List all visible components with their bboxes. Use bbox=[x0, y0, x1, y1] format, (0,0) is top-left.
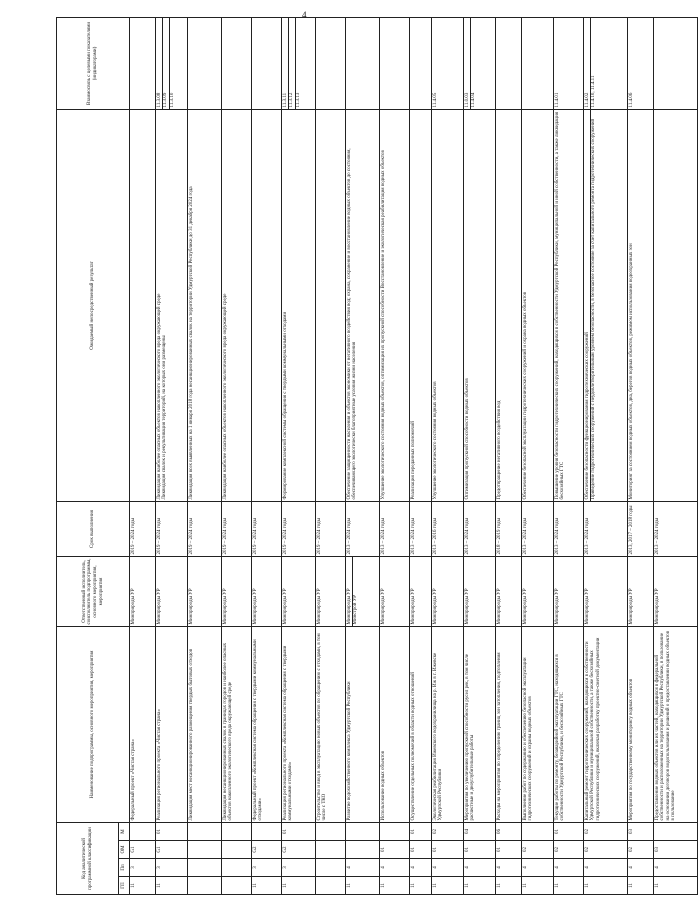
result-line: Приведение гидротехнических сооружений с неудовлетворительным уровнем безопасности, в безопасное состояние за счет капитального ремонта гидротехнических сооружений bbox=[590, 110, 597, 501]
cell-link bbox=[654, 17, 698, 109]
cell-executor: Минприроды УР bbox=[282, 556, 316, 626]
link-code: 11.4.04 bbox=[470, 18, 477, 109]
cell-name: Мероприятия по увеличению пропускной способности русел рек, в том числе расчистные и дноуглубительные работы bbox=[464, 626, 496, 822]
cell-name: Ликвидация мест несанкционированного размещения твердых бытовых отходов bbox=[188, 626, 222, 822]
cell-term: 2018 – 2019 годы bbox=[496, 501, 522, 556]
cell-pp: 4 bbox=[410, 859, 432, 877]
code-col-pp: Пп bbox=[119, 859, 130, 877]
cell-result: Ликвидация наиболее опасных объектов накопленного экологического вреда окружающей среде bbox=[222, 109, 252, 501]
cell-term: 2013 – 2024 годы bbox=[346, 501, 380, 556]
cell-result: Улучшение экологического состояния водных объектов, оптимизация их пропускной способности Восстановление и экологическая реабилитация водных объектов bbox=[380, 109, 410, 501]
result-line: Ликвидация наиболее опасных объектов накопленного экологического вреда окружающей среде bbox=[156, 293, 162, 500]
cell-m bbox=[380, 822, 410, 840]
cell-pp: 4 bbox=[346, 859, 380, 877]
cell-term: 2019 – 2024 годы bbox=[222, 501, 252, 556]
cell-result: Реализация переданных полномочий bbox=[410, 109, 432, 501]
cell-om: 02 bbox=[628, 841, 654, 859]
cell-m: 04 bbox=[464, 822, 496, 840]
cell-name: Федеральный проект «Комплексная система обращения с твердыми коммунальными отходами» bbox=[252, 626, 282, 822]
cell-pp: 4 bbox=[554, 859, 584, 877]
cell-term: 2013 – 2024 годы bbox=[584, 501, 628, 556]
cell-gp: 11 bbox=[522, 877, 554, 895]
cell-pp: 4 bbox=[464, 859, 496, 877]
cell-name: Выполнение работ по содержанию и обеспечению безопасной эксплуатации гидротехнических сооружений и охраны водных объектов bbox=[522, 626, 554, 822]
cell-term: 2013 – 2024 годы bbox=[522, 501, 554, 556]
cell-om: 01 bbox=[432, 841, 464, 859]
cell-om: 02 bbox=[554, 841, 584, 859]
cell-link bbox=[522, 17, 554, 109]
table-row bbox=[554, 17, 584, 894]
cell-name: Развитие водохозяйственного комплекса Удмуртской Республики bbox=[346, 626, 380, 822]
cell-pp: 3 bbox=[130, 859, 156, 877]
result-line: Обеспечение безопасности функционирования гидротехнических сооружений bbox=[584, 332, 590, 500]
cell-m bbox=[346, 822, 380, 840]
cell-name: Федеральный проект «Чистая страна» bbox=[130, 626, 156, 822]
cell-result: Обеспечение защищенности населения и объектов экономики от негативного воздействия вод; охрана, сохранение и восстановление водных объектов до состояния, обеспечивающего экологически благоприятные условия жизни населения bbox=[346, 109, 380, 501]
table-row bbox=[222, 17, 252, 894]
table-row bbox=[628, 17, 654, 894]
cell-executor: Минприроды УР bbox=[130, 556, 156, 626]
cell-link: 11.4.01 bbox=[554, 17, 584, 109]
cell-executor: Минприроды УР bbox=[584, 556, 628, 626]
cell-result bbox=[316, 109, 346, 501]
cell-name: Мероприятия по государственному мониторингу водных объектов bbox=[628, 626, 654, 822]
cell-term: 2013 – 2024 годы bbox=[464, 501, 496, 556]
cell-link bbox=[188, 17, 222, 109]
result-header: Ожидаемый непосредственный результат bbox=[57, 109, 130, 501]
cell-executor: Минприроды УР bbox=[496, 556, 522, 626]
cell-term: 2019 – 2024 годы bbox=[188, 501, 222, 556]
table-row bbox=[252, 17, 282, 894]
table-row bbox=[584, 17, 628, 894]
executor-line: Минстрой УР bbox=[352, 557, 359, 626]
link-code: 11.4.02 bbox=[584, 92, 590, 108]
cell-om: G1 bbox=[156, 841, 188, 859]
cell-gp: 11 bbox=[496, 877, 522, 895]
cell-m: 01 bbox=[554, 822, 584, 840]
cell-om: 03 bbox=[654, 841, 698, 859]
cell-term: 2013, 2017 – 2018 годы bbox=[628, 501, 654, 556]
link-code: 11.3.11 bbox=[282, 92, 288, 108]
cell-link bbox=[410, 17, 432, 109]
link-header: Взаимосвязь с целевыми показателями (индикаторами) bbox=[57, 17, 130, 109]
cell-result: Обеспечение безопасной эксплуатации гидротехнических сооружений и охрана водных объектов bbox=[522, 109, 554, 501]
cell-link bbox=[346, 17, 380, 109]
cell-m bbox=[522, 822, 554, 840]
cell-om: G2 bbox=[252, 841, 282, 859]
cell-m: 01 bbox=[156, 822, 188, 840]
code-group-header: Код аналитической программной классификации bbox=[57, 822, 119, 894]
cell-term: 2019 – 2024 годы bbox=[156, 501, 188, 556]
cell-gp: 11 bbox=[628, 877, 654, 895]
cell-link: 11.4.05 bbox=[432, 17, 464, 109]
cell-gp: 11 bbox=[156, 877, 188, 895]
table-row bbox=[380, 17, 410, 894]
cell-term: 2019 – 2024 годы bbox=[130, 501, 156, 556]
cell-om bbox=[188, 841, 222, 859]
cell-name: Осуществление отдельных полномочий в области водных отношений bbox=[410, 626, 432, 822]
cell-executor: Минприроды УР bbox=[222, 556, 252, 626]
cell-result: Улучшение экологического состояния водных объектов bbox=[432, 109, 464, 501]
cell-link bbox=[584, 17, 628, 109]
cell-pp bbox=[188, 859, 222, 877]
cell-result: Мониторинг за состоянием водных объектов, дна, берегов водных объектов, режимом использования водоохранных зон bbox=[628, 109, 654, 501]
cell-gp bbox=[188, 877, 222, 895]
cell-om bbox=[316, 841, 346, 859]
cell-gp: 11 bbox=[282, 877, 316, 895]
cell-link: 11.4.06 bbox=[628, 17, 654, 109]
cell-gp: 11 bbox=[380, 877, 410, 895]
cell-link bbox=[222, 17, 252, 109]
cell-executor: Минприроды УР bbox=[554, 556, 584, 626]
cell-name: Экологическая реабилитация Ижевского водохранилища на р. Иж в г. Ижевске Удмуртской Республики bbox=[432, 626, 464, 822]
cell-om: 02 bbox=[584, 841, 628, 859]
cell-name: Текущие работы по ремонту, безаварийной эксплуатации ГТС, находящихся в собственности Удмуртской Республики, и бесхозяйных ГТС bbox=[554, 626, 584, 822]
cell-name: Предоставление водных объектов или их частей, находящихся в федеральной собственности и расположенных на территории Удмуртской Республики, в пользование на основании договоров водопользования и решений о предоставлении водных объектов в пользование bbox=[654, 626, 698, 822]
cell-executor bbox=[346, 556, 380, 626]
cell-executor: Минприроды УР bbox=[464, 556, 496, 626]
cell-pp: 4 bbox=[584, 859, 628, 877]
page-number: 4 bbox=[302, 10, 307, 20]
cell-om: 01 bbox=[496, 841, 522, 859]
cell-term: 2013 – 2024 годы bbox=[554, 501, 584, 556]
cell-name: Ликвидация несанкционированных свалок в границах городов и наиболее опасных объектов накопленного экологического вреда окружающей среде bbox=[222, 626, 252, 822]
table-row bbox=[346, 17, 380, 894]
cell-name: Капитальный ремонт гидротехнических сооружений, находящихся в собственности Удмуртской Республики и муниципальной собственности, а также бесхозяйных гидротехнических сооружений, включая разработку проектно-сметной документации bbox=[584, 626, 628, 822]
cell-pp bbox=[222, 859, 252, 877]
cell-term: 2013 – 2016 годы bbox=[432, 501, 464, 556]
cell-om bbox=[222, 841, 252, 859]
cell-term: 2013 – 2024 годы bbox=[654, 501, 698, 556]
table-row bbox=[654, 17, 698, 894]
cell-link bbox=[316, 17, 346, 109]
cell-gp: 11 bbox=[410, 877, 432, 895]
table-row bbox=[188, 17, 222, 894]
cell-m bbox=[316, 822, 346, 840]
cell-om: 01 bbox=[380, 841, 410, 859]
cell-gp bbox=[222, 877, 252, 895]
cell-om: 02 bbox=[522, 841, 554, 859]
cell-m bbox=[222, 822, 252, 840]
cell-link bbox=[380, 17, 410, 109]
cell-pp: 3 bbox=[252, 859, 282, 877]
cell-result bbox=[130, 109, 156, 501]
cell-executor: Минприроды УР bbox=[628, 556, 654, 626]
cell-link bbox=[252, 17, 282, 109]
cell-term: 2019 – 2024 годы bbox=[316, 501, 346, 556]
cell-term: 2013 – 2024 годы bbox=[410, 501, 432, 556]
cell-gp: 11 bbox=[130, 877, 156, 895]
cell-name: Строительство и ввод в эксплуатацию новых объектов по обращению с отходами, в том числе с ТКО bbox=[316, 626, 346, 822]
cell-result bbox=[654, 109, 698, 501]
cell-name: Использование водных объектов bbox=[380, 626, 410, 822]
link-code: 11.4.10, 11.4.11 bbox=[590, 18, 597, 109]
table-row bbox=[410, 17, 432, 894]
cell-gp: 11 bbox=[432, 877, 464, 895]
table-row bbox=[432, 17, 464, 894]
cell-gp: 11 bbox=[464, 877, 496, 895]
cell-m: 06 bbox=[496, 822, 522, 840]
cell-m bbox=[654, 822, 698, 840]
cell-pp: 4 bbox=[654, 859, 698, 877]
cell-om: G2 bbox=[282, 841, 316, 859]
cell-executor: Минприроды УР bbox=[252, 556, 282, 626]
cell-gp: 11 bbox=[554, 877, 584, 895]
cell-om: G1 bbox=[130, 841, 156, 859]
table-row bbox=[156, 17, 188, 894]
link-code: 11.3.08 bbox=[156, 92, 162, 108]
cell-result bbox=[156, 109, 188, 501]
cell-term: 2013 – 2024 годы bbox=[380, 501, 410, 556]
cell-result: Ликвидация всех выявленных на 1 января 2018 года несанкционированных свалок на территории Удмуртской Республики до 31 декабря 2024 года bbox=[188, 109, 222, 501]
link-code: 11.3.12 bbox=[288, 18, 295, 109]
cell-link bbox=[464, 17, 496, 109]
cell-pp: 4 bbox=[522, 859, 554, 877]
code-col-m: М bbox=[119, 822, 130, 840]
cell-m: 02 bbox=[584, 822, 628, 840]
result-line: Ликвидация свалок и рекультивация территорий, на которых они размещены bbox=[162, 335, 168, 500]
code-col-gp: ГП bbox=[119, 877, 130, 895]
cell-om bbox=[346, 841, 380, 859]
cell-gp bbox=[316, 877, 346, 895]
table-row bbox=[464, 17, 496, 894]
table-row bbox=[496, 17, 522, 894]
cell-executor: Минприроды УР bbox=[316, 556, 346, 626]
program-table bbox=[56, 17, 698, 895]
link-code: 11.3.10 bbox=[169, 18, 176, 109]
cell-name: Реализация регионального проекта «Комплексная система обращения с твердыми коммунальными отходами» bbox=[282, 626, 316, 822]
cell-m: 03 bbox=[628, 822, 654, 840]
cell-gp: 11 bbox=[252, 877, 282, 895]
cell-pp: 4 bbox=[380, 859, 410, 877]
cell-pp: 4 bbox=[432, 859, 464, 877]
cell-om: 01 bbox=[464, 841, 496, 859]
table-row bbox=[522, 17, 554, 894]
cell-name: Расходы на мероприятия по определению границ зон затопления, подтопления bbox=[496, 626, 522, 822]
header-row bbox=[57, 17, 119, 894]
table-row bbox=[316, 17, 346, 894]
cell-m: 02 bbox=[432, 822, 464, 840]
cell-executor: Минприроды УР bbox=[410, 556, 432, 626]
cell-pp: 4 bbox=[628, 859, 654, 877]
link-code: 11.3.13 bbox=[295, 18, 302, 109]
table-row bbox=[130, 17, 156, 894]
cell-name: Реализация регионального проекта «Чистая страна» bbox=[156, 626, 188, 822]
name-header: Наименование подпрограммы, основного мероприятия, мероприятия bbox=[57, 626, 130, 822]
cell-executor: Минприроды УР bbox=[156, 556, 188, 626]
cell-om: 01 bbox=[410, 841, 432, 859]
cell-pp: 4 bbox=[496, 859, 522, 877]
cell-link bbox=[496, 17, 522, 109]
link-code: 11.0.03 bbox=[464, 92, 470, 108]
cell-link bbox=[282, 17, 316, 109]
cell-term: 2019 – 2024 годы bbox=[252, 501, 282, 556]
cell-result: Повышение уровня безопасности гидротехнических сооружений, находящихся в собственности Удмуртской Республики, муниципальной и иной собственности, а также ликвидация бесхозяйных ГТС bbox=[554, 109, 584, 501]
cell-pp: 3 bbox=[282, 859, 316, 877]
cell-pp: 3 bbox=[156, 859, 188, 877]
cell-result bbox=[584, 109, 628, 501]
cell-result: Предотвращение негативного воздействия вод bbox=[496, 109, 522, 501]
cell-gp: 11 bbox=[584, 877, 628, 895]
cell-link bbox=[156, 17, 188, 109]
cell-result: Оптимизация пропускной способности водных объектов bbox=[464, 109, 496, 501]
cell-m bbox=[188, 822, 222, 840]
cell-executor: Минприроды УР bbox=[522, 556, 554, 626]
cell-gp: 11 bbox=[346, 877, 380, 895]
table-row bbox=[282, 17, 316, 894]
cell-executor: Минприроды УР bbox=[654, 556, 698, 626]
cell-m bbox=[130, 822, 156, 840]
cell-result bbox=[252, 109, 282, 501]
executor-line: Минприроды УР bbox=[346, 588, 352, 625]
cell-executor: Минприроды УР bbox=[188, 556, 222, 626]
term-header: Срок выполнения bbox=[57, 501, 130, 556]
executor-header: Ответственный исполнитель, соисполнитель подпрограммы, основного мероприятия, мероприятия bbox=[57, 556, 130, 626]
cell-executor: Минприроды УР bbox=[380, 556, 410, 626]
link-code: 11.3.09 bbox=[162, 18, 169, 109]
cell-pp bbox=[316, 859, 346, 877]
cell-term: 2019 – 2024 годы bbox=[282, 501, 316, 556]
cell-m bbox=[252, 822, 282, 840]
code-col-om: ОМ bbox=[119, 841, 130, 859]
cell-result: Формирование комплексной системы обращения с твердыми коммунальными отходами bbox=[282, 109, 316, 501]
cell-m: 01 bbox=[282, 822, 316, 840]
cell-m: 01 bbox=[410, 822, 432, 840]
cell-executor: Минприроды УР bbox=[432, 556, 464, 626]
cell-gp: 11 bbox=[654, 877, 698, 895]
cell-link bbox=[130, 17, 156, 109]
